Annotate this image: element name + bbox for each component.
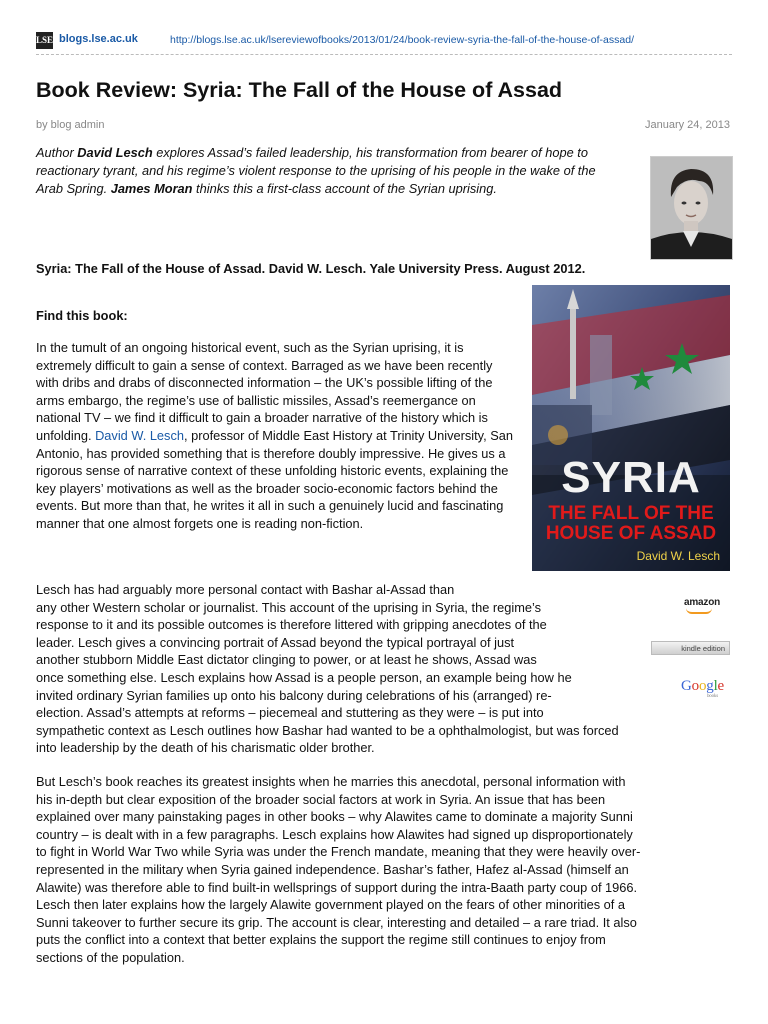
post-date: January 24, 2013 <box>644 119 730 131</box>
top-bar <box>36 32 732 55</box>
byline: by blog admin <box>36 119 105 131</box>
portrait-image <box>651 157 732 259</box>
site-link[interactable]: blogs.lse.ac.uk <box>59 33 138 45</box>
kindle-edition-link[interactable]: kindle edition <box>651 641 730 655</box>
book-cover[interactable] <box>532 285 730 571</box>
find-book-label: Find this book: <box>36 308 128 323</box>
article-title: Book Review: Syria: The Fall of the House of Assad <box>36 78 563 102</box>
amazon-link[interactable]: amazon <box>684 597 720 608</box>
intro-paragraph: Author David Lesch explores Assad’s failed leadership, his transformation from bearer of hope to reactionary tyrant, and his regime’s violent response to the uprising of his people in the wake of the Arab Spring. James Moran thinks this a first-class account of the Syrian uprising. <box>36 145 596 196</box>
body-paragraph-2: Lesch has had arguably more personal contact with Bashar al-Assad than any other Western scholar or journalist. This account of the uprising in Syria, the regime’s response to it and its possible outcomes is therefore littered with gripping anecdotes of the leader. Lesch gives a convincing portrait of Assad beyond the typical portrayal of just another stubborn Middle East dictator clinging to power, or at least he shows, Assad was once something else. Lesch explains how Assad is a people person, an example being how he invited ordinary Syrian families up onto his balcony during celebrations of his (arranged) re- election. Assad’s attempts at reforms – piecemeal and stuttering as they were – is put into sympathetic context as Lesch outlines how Bashar had wanted to be a ophthalmologist, but was forced into leadership by the death of his charismatic older brother. <box>36 582 619 756</box>
lse-logo[interactable]: LSE <box>36 32 53 49</box>
cover-subtitle-2: HOUSE OF ASSAD <box>545 523 717 544</box>
intro-author: David Lesch <box>77 145 153 160</box>
body-paragraph-3: But Lesch’s book reaches its greatest insights when he marries this anecdotal, personal information with his in-depth but clear exposition of the broader social factors at work in Syria. An issue that has been explained over many painstaking pages in other books – why Alawites came to dominate a majority Sunni country – is dealt with in a few paragraphs. Lesch explains how Alawites had signed up disproportionately to fight in World War Two while Syria was under the French mandate, meaning that they were heavily over- represented in the military when Syria gained independence. Bashar’s father, Hafez al-Assad (himself an Alawite) was therefore able to find built-in wellsprings of support during the intra-Baath party coup of 1966. Lesch then later explains how the largely Alawite government played on the fears of other minorities of a Sunni takeover to further secure its grip. The account is clear, interesting and detailed – a rare triad. It also puts the conflict into a context that better explains the support the regime still continues to enjoy from sections of the population. <box>36 774 641 965</box>
article-url-link[interactable]: http://blogs.lse.ac.uk/lsereviewofbooks/2013/01/24/book-review-syria-the-fall-of-the-house-of-assad/ <box>170 34 634 46</box>
cover-author: David W. Lesch <box>636 549 720 563</box>
cover-subtitle-1: THE FALL OF THE <box>548 503 714 524</box>
cover-title: SYRIA <box>561 453 701 502</box>
body-paragraph-1: In the tumult of an ongoing historical event, such as the Syrian uprising, it is extremely difficult to gain a sense of context. Barraged as we have been recently with dribs and drabs of disconnected information – the UK’s possible lifting of the arms embargo, the regime’s use of ballistic missiles, Assad’s reemergance on national TV – we find it difficult to gain a broader narrative of the history which is unfolding. David W. Lesch, professor of Middle East History at Trinity University, San Antonio, has provided something that is therefore doubly impressive. He gives us a rigorous sense of narrative context of these unfolding historic events, explaining the key players’ motivations as well as the broader socio-economic factors behind the events. But more than that, he writes it all in such a genuinely lucid and fascinating manner that one almost forgets one is reading non-fiction. <box>36 340 514 531</box>
reviewer-photo <box>650 156 733 260</box>
google-books-sub: books <box>707 694 718 699</box>
book-citation: Syria: The Fall of the House of Assad. David W. Lesch. Yale University Press. August 2012. <box>36 261 586 276</box>
intro-reviewer: James Moran <box>110 181 193 196</box>
author-link[interactable]: David W. Lesch <box>95 427 184 443</box>
google-books-link[interactable]: Google books <box>681 678 725 699</box>
